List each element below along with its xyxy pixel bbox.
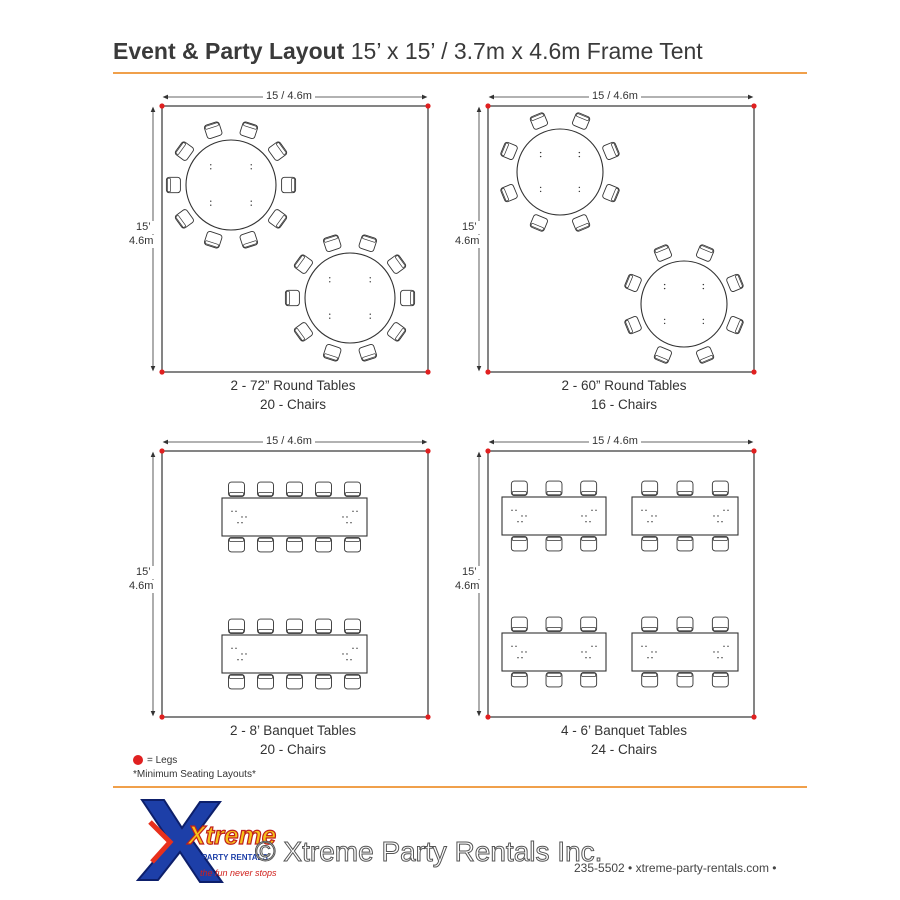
tent-leg <box>751 103 756 108</box>
leg-dot <box>703 323 704 324</box>
leg-dot <box>581 651 582 652</box>
leg-dot <box>329 318 330 319</box>
title-subtitle: 15’ x 15’ / 3.7m x 4.6m Frame Tent <box>350 38 703 64</box>
tent-leg <box>485 714 490 719</box>
chair-icon <box>712 672 728 687</box>
banquet-table <box>632 497 738 535</box>
chair-icon <box>287 674 303 689</box>
chair-icon <box>267 141 287 162</box>
chair-icon <box>174 209 194 230</box>
leg-dot <box>525 515 526 516</box>
leg-dot <box>235 511 236 512</box>
leg-dot <box>713 515 714 516</box>
caption-line1: 4 - 6’ Banquet Tables <box>560 723 688 738</box>
logo-word: Xtreme <box>188 820 277 850</box>
chair-icon <box>642 672 658 687</box>
leg-dot <box>370 318 371 319</box>
legend-legs-label: = Legs <box>147 755 178 766</box>
leg-dot <box>521 521 522 522</box>
chair-icon <box>581 617 597 632</box>
caption-line1: 2 - 60” Round Tables <box>561 378 687 393</box>
leg-dot <box>717 651 718 652</box>
legend <box>133 755 256 783</box>
height-label-m: 4.6m <box>126 235 156 248</box>
tent-leg <box>159 448 164 453</box>
leg-dot <box>370 277 371 278</box>
chair-icon <box>345 482 361 497</box>
banquet-table <box>222 498 367 536</box>
logo-tagline: the fun never stops <box>200 868 277 878</box>
leg-dot <box>350 522 351 523</box>
leg-dot <box>579 156 580 157</box>
chair-icon <box>285 290 299 305</box>
chair-icon <box>642 536 658 551</box>
tent-leg <box>425 103 430 108</box>
leg-dot <box>346 522 347 523</box>
chair-icon <box>677 481 693 496</box>
leg-dot <box>655 651 656 652</box>
leg-dot <box>641 646 642 647</box>
leg-dot <box>589 657 590 658</box>
chair-icon <box>712 617 728 632</box>
leg-dot <box>370 281 371 282</box>
chair-icon <box>323 344 342 362</box>
chair-icon <box>316 674 332 689</box>
chair-icon <box>726 273 744 292</box>
caption-60-round <box>474 376 774 414</box>
chair-icon <box>316 537 332 552</box>
leg-dot <box>346 516 347 517</box>
tent-leg <box>485 369 490 374</box>
banquet-table <box>632 633 738 671</box>
chair-icon <box>572 214 591 232</box>
chair-icon <box>726 316 744 335</box>
chair-icon <box>239 121 258 139</box>
banquet-table-group <box>632 617 738 687</box>
chair-icon <box>358 344 377 362</box>
leg-dot <box>540 191 541 192</box>
chair-icon <box>511 481 527 496</box>
chair-icon <box>345 619 361 634</box>
banquet-table-group <box>632 481 738 551</box>
tent-leg <box>485 103 490 108</box>
leg-dot <box>515 510 516 511</box>
leg-dot <box>645 646 646 647</box>
chair-icon <box>258 619 274 634</box>
logo-sub: PARTY RENTALS <box>202 853 268 862</box>
leg-dot <box>511 646 512 647</box>
chair-icon <box>529 214 548 232</box>
height-label-ft: 15’ <box>133 221 154 234</box>
leg-dot <box>585 521 586 522</box>
leg-dot <box>342 653 343 654</box>
height-label-ft: 15’ <box>459 566 480 579</box>
leg-dot <box>251 205 252 206</box>
chair-icon <box>642 481 658 496</box>
leg-dot <box>651 657 652 658</box>
chair-icon <box>696 346 715 364</box>
leg-dot <box>717 515 718 516</box>
contact-info: 235-5502 • xtreme-party-rentals.com • <box>574 861 777 875</box>
chair-icon <box>258 537 274 552</box>
leg-dot <box>647 657 648 658</box>
title-bold: Event & Party Layout <box>113 38 345 64</box>
chair-icon <box>316 482 332 497</box>
caption-line2: 24 - Chairs <box>590 742 658 757</box>
chair-icon <box>696 244 715 262</box>
tent-leg <box>485 448 490 453</box>
chair-icon <box>602 184 620 203</box>
height-label-ft: 15’ <box>459 221 480 234</box>
chair-icon <box>677 672 693 687</box>
leg-dot <box>540 156 541 157</box>
leg-dot <box>352 648 353 649</box>
legend-note: *Minimum Seating Layouts* <box>133 769 256 780</box>
leg-dot <box>511 510 512 511</box>
leg-dot <box>356 648 357 649</box>
chair-icon <box>712 481 728 496</box>
chair-icon <box>174 141 194 162</box>
leg-dot <box>237 659 238 660</box>
chair-icon <box>500 184 518 203</box>
leg-dot <box>350 659 351 660</box>
leg-dot <box>585 651 586 652</box>
banquet-table <box>502 633 606 671</box>
caption-72-round <box>143 376 443 414</box>
caption-6-banquet <box>474 721 774 759</box>
leg-dot <box>521 651 522 652</box>
chair-icon <box>677 536 693 551</box>
leg-dot <box>579 191 580 192</box>
leg-dot <box>245 516 246 517</box>
chair-icon <box>653 346 672 364</box>
chair-icon <box>358 234 377 252</box>
round-table-group <box>624 244 744 364</box>
leg-dot <box>717 657 718 658</box>
leg-dot <box>251 201 252 202</box>
leg-dot <box>540 152 541 153</box>
chair-icon <box>229 537 245 552</box>
chair-icon <box>401 290 415 305</box>
leg-dot <box>585 657 586 658</box>
caption-8-banquet <box>143 721 443 759</box>
chair-icon <box>581 672 597 687</box>
leg-dot <box>723 510 724 511</box>
leg-dot <box>727 646 728 647</box>
leg-dot <box>651 521 652 522</box>
chair-icon <box>624 273 642 292</box>
round-table <box>641 261 727 347</box>
chair-icon <box>602 141 620 160</box>
leg-dot <box>703 288 704 289</box>
chair-icon <box>624 316 642 335</box>
height-label-m: 4.6m <box>452 235 482 248</box>
leg-dot <box>241 659 242 660</box>
banquet-table-group <box>502 617 606 687</box>
leg-dot <box>370 314 371 315</box>
leg-dot <box>517 657 518 658</box>
leg-dot <box>210 168 211 169</box>
leg-dot <box>241 653 242 654</box>
chair-icon <box>345 674 361 689</box>
watermark: © Xtreme Party Rentals Inc. <box>255 836 603 867</box>
round-table <box>186 140 276 230</box>
leg-dot <box>241 516 242 517</box>
caption-line2: 16 - Chairs <box>590 397 658 412</box>
chair-icon <box>581 536 597 551</box>
leg-dot <box>231 648 232 649</box>
tent-leg <box>751 714 756 719</box>
banquet-table-group <box>222 619 367 689</box>
chair-icon <box>386 322 406 343</box>
chair-icon <box>287 482 303 497</box>
tent-leg <box>751 369 756 374</box>
leg-dot <box>346 659 347 660</box>
round-table-group <box>285 234 414 362</box>
leg-dot <box>581 515 582 516</box>
chair-icon <box>500 141 518 160</box>
leg-dot <box>210 164 211 165</box>
round-table <box>517 129 603 215</box>
chair-icon <box>572 112 591 130</box>
round-table-group <box>166 121 295 249</box>
leg-dot <box>329 314 330 315</box>
leg-dot <box>521 657 522 658</box>
leg-dot <box>589 521 590 522</box>
chair-icon <box>386 254 406 275</box>
chair-icon <box>166 177 180 192</box>
leg-dot <box>727 510 728 511</box>
chair-icon <box>653 244 672 262</box>
banquet-table-group <box>222 482 367 552</box>
leg-dot <box>329 281 330 282</box>
chair-icon <box>712 536 728 551</box>
leg-dot <box>591 646 592 647</box>
chair-icon <box>293 254 313 275</box>
leg-dot <box>645 510 646 511</box>
leg-dot <box>595 646 596 647</box>
footer-divider <box>113 786 807 788</box>
chair-icon <box>287 537 303 552</box>
banquet-table <box>222 635 367 673</box>
chair-icon <box>511 617 527 632</box>
chair-icon <box>258 482 274 497</box>
banquet-table-group <box>502 481 606 551</box>
leg-dot <box>237 522 238 523</box>
chair-icon <box>316 619 332 634</box>
chair-icon <box>293 322 313 343</box>
caption-line1: 2 - 72” Round Tables <box>230 378 356 393</box>
leg-dot <box>717 521 718 522</box>
leg-dot <box>647 521 648 522</box>
height-label-m: 4.6m <box>452 580 482 593</box>
caption-line1: 2 - 8’ Banquet Tables <box>229 723 357 738</box>
round-table <box>305 253 395 343</box>
chair-icon <box>677 617 693 632</box>
chair-icon <box>258 674 274 689</box>
caption-line2: 20 - Chairs <box>259 397 327 412</box>
width-label: 15 / 4.6m <box>589 435 641 448</box>
leg-dot <box>721 657 722 658</box>
chair-icon <box>511 536 527 551</box>
leg-dot <box>723 646 724 647</box>
leg-dot <box>651 515 652 516</box>
leg-dot-icon <box>133 755 143 765</box>
chair-icon <box>229 619 245 634</box>
leg-dot <box>703 319 704 320</box>
height-label-ft: 15’ <box>133 566 154 579</box>
chair-icon <box>642 617 658 632</box>
tent-leg <box>425 714 430 719</box>
leg-dot <box>515 646 516 647</box>
leg-dot <box>664 319 665 320</box>
width-label: 15 / 4.6m <box>263 90 315 103</box>
leg-dot <box>342 516 343 517</box>
chair-icon <box>345 537 361 552</box>
chair-icon <box>546 536 562 551</box>
chair-icon <box>546 617 562 632</box>
tent-leg <box>159 103 164 108</box>
leg-dot <box>235 648 236 649</box>
leg-dot <box>655 515 656 516</box>
chair-icon <box>204 231 223 249</box>
leg-dot <box>703 284 704 285</box>
leg-dot <box>579 152 580 153</box>
leg-dot <box>241 522 242 523</box>
tent-leg <box>425 369 430 374</box>
leg-dot <box>521 515 522 516</box>
leg-dot <box>245 653 246 654</box>
leg-dot <box>579 187 580 188</box>
banquet-table <box>502 497 606 535</box>
leg-dot <box>664 323 665 324</box>
chair-icon <box>287 619 303 634</box>
chair-icon <box>511 672 527 687</box>
tent-leg <box>425 448 430 453</box>
leg-dot <box>251 164 252 165</box>
leg-dot <box>517 521 518 522</box>
round-table-group <box>500 112 620 232</box>
leg-dot <box>713 651 714 652</box>
leg-dot <box>664 288 665 289</box>
chair-icon <box>267 209 287 230</box>
leg-dot <box>721 521 722 522</box>
tent-leg <box>159 714 164 719</box>
leg-dot <box>591 510 592 511</box>
leg-dot <box>595 510 596 511</box>
chair-icon <box>546 672 562 687</box>
leg-dot <box>641 510 642 511</box>
chair-icon <box>239 231 258 249</box>
chair-icon <box>546 481 562 496</box>
chair-icon <box>581 481 597 496</box>
chair-icon <box>229 482 245 497</box>
chair-icon <box>529 112 548 130</box>
leg-dot <box>346 653 347 654</box>
leg-dot <box>329 277 330 278</box>
height-label-m: 4.6m <box>126 580 156 593</box>
leg-dot <box>525 651 526 652</box>
tent-leg <box>751 448 756 453</box>
leg-dot <box>540 187 541 188</box>
leg-dot <box>251 168 252 169</box>
leg-dot <box>356 511 357 512</box>
leg-dot <box>585 515 586 516</box>
leg-dot <box>352 511 353 512</box>
chair-icon <box>282 177 296 192</box>
width-label: 15 / 4.6m <box>263 435 315 448</box>
chair-icon <box>229 674 245 689</box>
chair-icon <box>323 234 342 252</box>
leg-dot <box>231 511 232 512</box>
leg-dot <box>210 205 211 206</box>
leg-dot <box>210 201 211 202</box>
tent-leg <box>159 369 164 374</box>
leg-dot <box>651 651 652 652</box>
leg-dot <box>664 284 665 285</box>
width-label: 15 / 4.6m <box>589 90 641 103</box>
chair-icon <box>204 121 223 139</box>
caption-line2: 20 - Chairs <box>259 742 327 757</box>
